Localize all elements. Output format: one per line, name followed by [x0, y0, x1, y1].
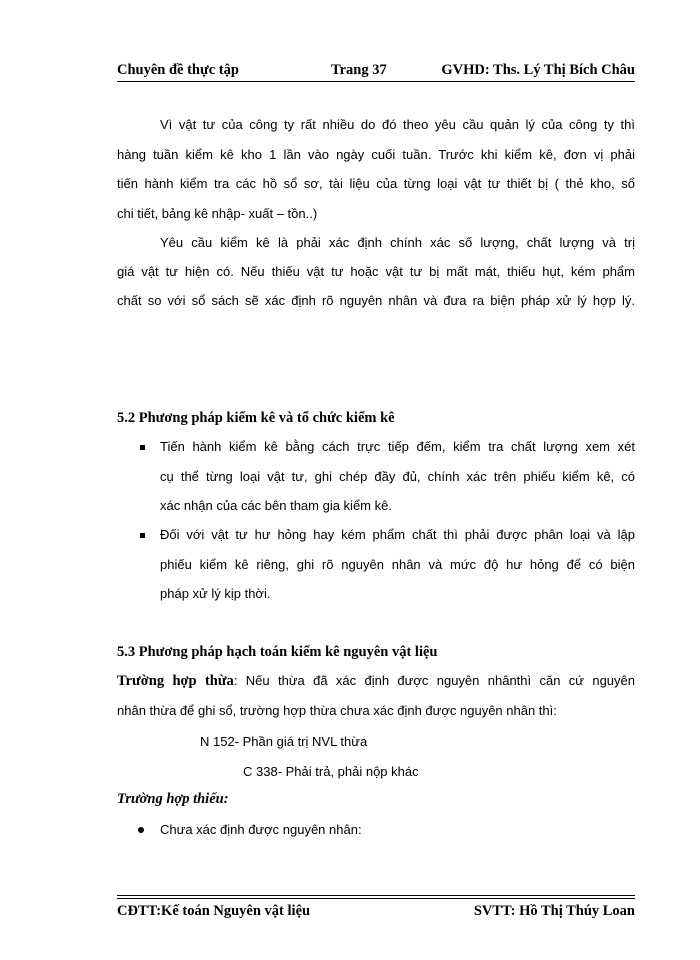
surplus-case-label: Trường hợp thừa — [117, 673, 234, 689]
page-footer — [117, 903, 635, 923]
section-5-2-heading: 5.2 Phương pháp kiểm kê và tổ chức kiểm kê — [117, 410, 395, 426]
surplus-case-line1 — [117, 672, 635, 690]
bullet2-line3: pháp xử lý kịp thời. — [160, 586, 271, 601]
shortage-case-label: Trường hợp thiếu: — [117, 791, 229, 807]
paragraph1-line2: hàng tuần kiểm kê kho 1 lần vào ngày cuối tuần. Trước khi kiểm kê, đơn vị phải — [117, 147, 635, 162]
page-header — [117, 62, 635, 82]
paragraph2-line1: Yêu cầu kiểm kê là phải xác định chính xác số lượng, chất lượng và trị — [160, 235, 635, 250]
bullet2-line1: Đối với vật tư hư hỏng hay kém phẩm chất thì phải được phân loại và lập — [160, 527, 635, 542]
footer-divider-bottom — [117, 898, 635, 899]
shortage-bullet-text: Chưa xác định được nguyên nhân: — [160, 822, 362, 837]
paragraph2-line3: chất so với sổ sách sẽ xác định rõ nguyên nhân và đưa ra biện pháp xử lý hợp lý. — [117, 293, 635, 308]
journal-entry-debit: N 152- Phần giá trị NVL thừa — [200, 734, 368, 749]
square-bullet-icon — [140, 445, 145, 450]
surplus-case-line2: nhân thừa để ghi sổ, trường hợp thừa chưa xác định được nguyên nhân thì: — [117, 703, 557, 718]
footer-student: SVTT: Hồ Thị Thúy Loan — [473, 903, 635, 919]
square-bullet-icon — [140, 533, 145, 538]
surplus-case-text: : Nếu thừa đã xác định được nguyên nhânthì căn cứ nguyên — [233, 673, 635, 688]
bullet1-line3: xác nhận của các bên tham gia kiểm kê. — [160, 498, 392, 513]
paragraph1-line4: chi tiết, bảng kê nhập- xuất – tồn..) — [117, 206, 318, 221]
header-divider — [117, 81, 635, 82]
section-5-3-heading: 5.3 Phương pháp hạch toán kiểm kê nguyên vật liệu — [117, 644, 438, 660]
paragraph2-line2: giá vật tư hiện có. Nếu thiếu vật tư hoặc vật tư bị mất mát, thiếu hụt, kém phẩm — [117, 264, 635, 279]
footer-divider-top — [117, 895, 635, 896]
bullet1-line2: cụ thể từng loại vật tư, ghi chép đầy đủ, chính xác trên phiếu kiểm kê, có — [160, 469, 635, 484]
bullet2-line2: phiếu kiểm kê riêng, ghi rõ nguyên nhân và mức độ hư hỏng để có biện — [160, 557, 635, 572]
round-bullet-icon — [138, 827, 144, 833]
journal-entry-credit: C 338- Phải trả, phải nộp khác — [243, 764, 419, 779]
bullet1-line1: Tiến hành kiểm kê bằng cách trực tiếp đếm, kiểm tra chất lượng xem xét — [160, 439, 635, 454]
header-report-title: Chuyên đề thực tập — [117, 62, 239, 78]
paragraph1-line1: Vì vật tư của công ty rất nhiều do đó theo yêu cầu quản lý của công ty thì — [160, 117, 635, 132]
header-page-number: Trang 37 — [331, 62, 387, 78]
header-supervisor: GVHD: Ths. Lý Thị Bích Châu — [441, 62, 635, 78]
footer-topic: CĐTT:Kế toán Nguyên vật liệu — [117, 903, 311, 919]
paragraph1-line3: tiến hành kiểm tra các hồ sổ sơ, tài liệu của từng loại vật tư thiết bị ( thẻ kho, sổ — [117, 176, 635, 191]
